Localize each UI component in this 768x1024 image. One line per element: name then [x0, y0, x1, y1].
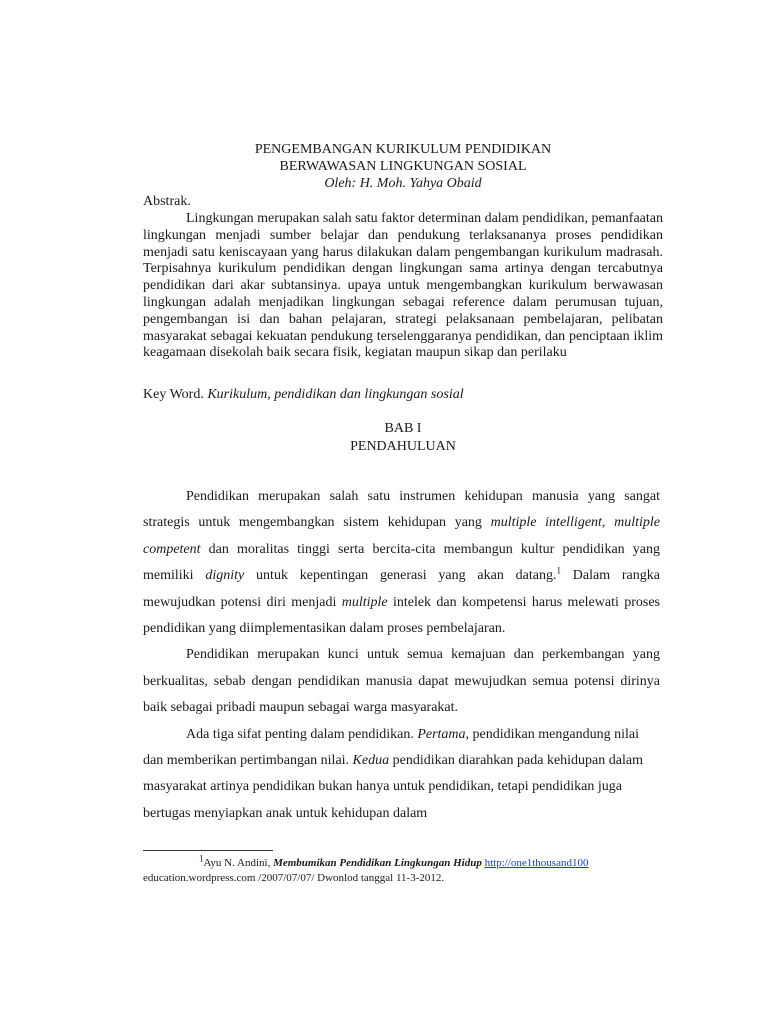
chapter-heading	[143, 420, 663, 456]
footnote-line-2: education.wordpress.com /2007/07/07/ Dwonlod tanggal 11-3-2012.	[143, 872, 445, 884]
footnote-link[interactable]: http://one1thousand100	[484, 857, 589, 869]
keyword-label: Key Word.	[143, 387, 204, 402]
title-line-2: BERWAWASAN LINGKUNGAN SOSIAL	[279, 159, 527, 174]
paragraph-2: Pendidikan merupakan kunci untuk semua kemajuan dan perkembangan yang berkualitas, sebab dengan pendidikan manusia dapat mewujudkan semua potensi dirinya baik sebagai pribadi maupun sebagai warga masyarakat.	[143, 647, 660, 716]
abstract-text: Lingkungan merupakan salah satu faktor determinan dalam pendidikan, pemanfaatan lingkungan menjadi sumber belajar dan pendukung terlaksananya proses pendidikan menjadi satu keniscayaan yang harus dilakukan dalam pengembangan kurikulum madrasah. Terpisahnya kurikulum pendidikan dengan lingkungan sama artinya dengan tercabutnya pendidikan dari akar subtansinya. upaya untuk mengembangkan kurikulum berwawasan lingkungan adalah menjadikan lingkungan sebagai reference dalam perumusan tujuan, pengembangan isi dan bahan pelajaran, strategi pelaksanaan pembelajaran, pelibatan masyarakat sebagai kekuatan pendukung terselenggaranya pendidikan, dan penciptaan iklim keagamaan disekolah baik secara fisik, kegiatan maupun sikap dan perilaku	[143, 211, 663, 361]
title-block	[143, 141, 663, 192]
footnote	[143, 853, 665, 886]
footnote-number: 1	[199, 853, 204, 864]
footnote-ref[interactable]: 1	[556, 565, 561, 576]
chapter-name: PENDAHULUAN	[350, 439, 456, 454]
title-line-1: PENGEMBANGAN KURIKULUM PENDIDIKAN	[254, 142, 552, 157]
paragraph-3: Ada tiga sifat penting dalam pendidikan. Pertama, pendidikan mengandung nilai dan memberikan pertimbangan nilai. Kedua pendidikan diarahkan pada kehidupan dalam masyarakat artinya pendidikan bukan hanya untuk pendidikan, tetapi pendidikan juga bertugas menyiapkan anak untuk kehidupan dalam	[143, 726, 643, 821]
keyword-line	[143, 386, 663, 403]
paragraph-1: Pendidikan merupakan salah satu instrumen kehidupan manusia yang sangat strategis untuk mengembangkan sistem kehidupan yang multiple intelligent, multiple competent dan moralitas tinggi serta bercita-cita membangun kultur pendidikan yang memiliki dignity untuk kepentingan generasi yang akan datang.$^1$ Dalam rangka mewujudkan potensi diri menjadi multiple intelek dan kompetensi harus melewati proses pendidikan yang diimplementasikan dalam proses pembelajaran.	[143, 489, 661, 637]
footnote-author: Ayu N. Andini,	[203, 857, 274, 869]
abstract-body	[143, 211, 663, 362]
main-text	[143, 484, 660, 827]
footnote-separator	[143, 850, 273, 851]
author-name: Oleh: H. Moh. Yahya Obaid	[324, 176, 482, 191]
footnote-line-1	[143, 853, 665, 871]
chapter-number: BAB I	[384, 421, 422, 436]
footnote-title: Membumikan Pendidikan Lingkungan Hidup	[273, 857, 482, 869]
author-line	[143, 175, 663, 192]
abstract-heading: Abstrak.	[143, 194, 191, 209]
keyword-text: Kurikulum, pendidikan dan lingkungan sosial	[207, 387, 464, 402]
